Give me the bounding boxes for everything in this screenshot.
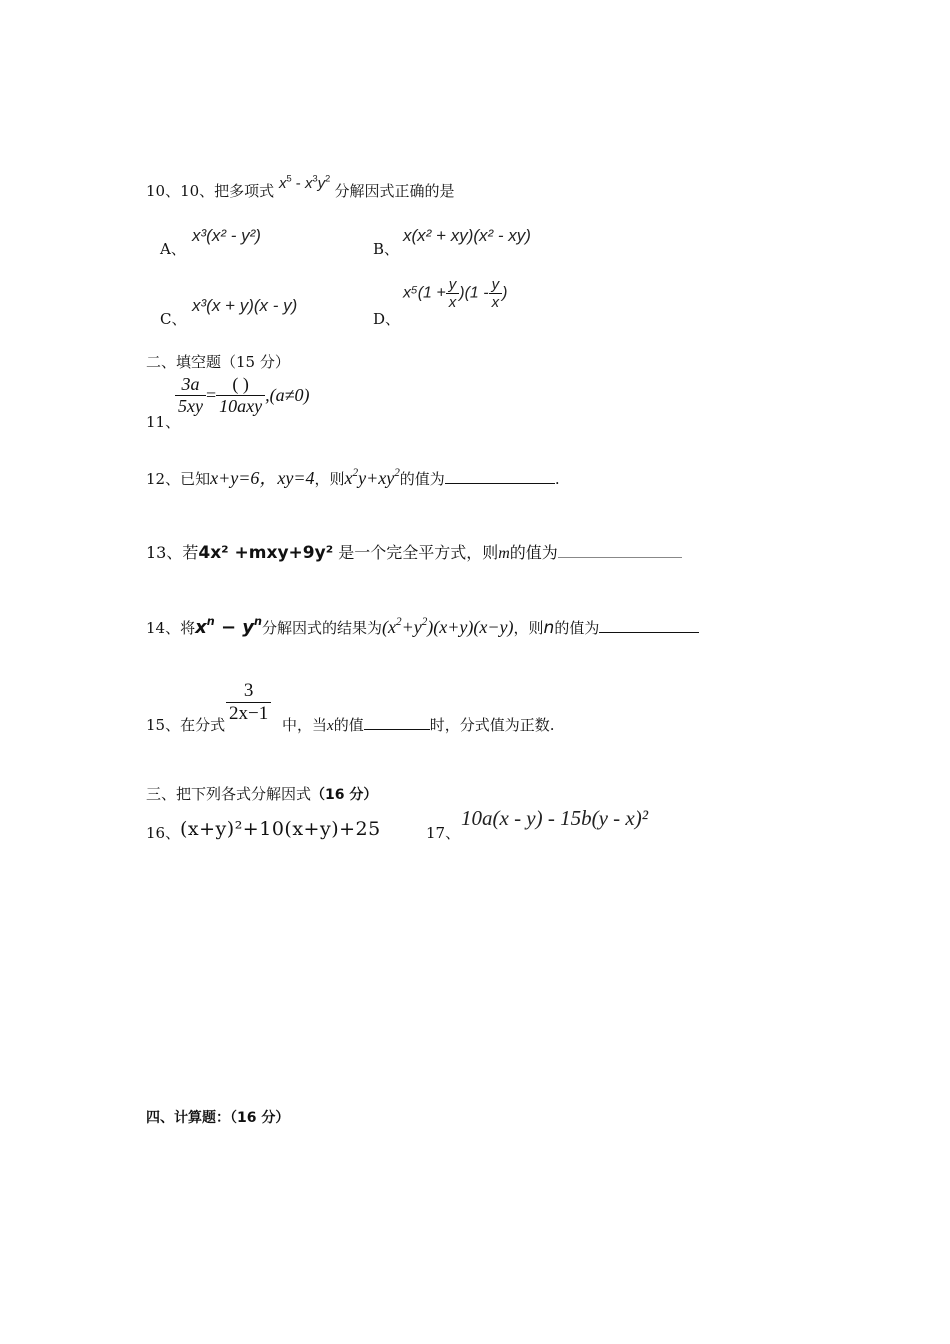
question-17-number: 17、 xyxy=(426,824,461,842)
answer-blank[interactable] xyxy=(558,543,682,558)
answer-blank[interactable] xyxy=(445,469,555,484)
question-16-expression: (x+y)²+10(x+y)+25 xyxy=(180,818,381,840)
question-10-prompt: 分解因式正确的是 xyxy=(334,182,455,200)
option-d-label: D、 xyxy=(373,310,401,328)
question-14: 14、将$x^n - y^n$分解因式的结果为$(x^2+y^2)(x+y)(x-y)$，则n的值为 xyxy=(146,617,699,638)
option-b-expression: x(x² + xy)(x² - xy) xyxy=(403,226,531,245)
section-2-heading: 二、填空题（15 分） xyxy=(146,353,290,371)
question-15-number: 15、在分式 xyxy=(146,716,226,734)
question-10-polynomial: $x^5 - x^3y^2$ xyxy=(278,173,331,192)
question-15-fraction: $\frac{3}{2x-1}$ xyxy=(226,680,271,725)
option-d-expression: x⁵(1 + $\frac{y}{x}$ )(1 - $\frac{y}{x}$ ) xyxy=(403,276,508,311)
question-10-number: 10、10、把多项式 xyxy=(146,182,275,200)
option-b-label: B、 xyxy=(373,240,400,258)
question-13: 13、若4x² +mxy+9y² 是一个完全平方式，则m的值为 xyxy=(146,540,682,563)
question-11-equation: $\frac{3a}{5xy}$ = $\frac{( )}{\text{10axy}}$ ,(a≠0) xyxy=(175,374,310,417)
question-10 xyxy=(146,173,455,201)
question-17-expression: 10a(x - y) - 15b(y - x)² xyxy=(461,806,649,830)
answer-blank[interactable] xyxy=(364,715,430,730)
section-4-heading: 四、计算题：（16 分） xyxy=(146,1110,290,1126)
option-c-expression: x³(x + y)(x - y) xyxy=(192,296,298,315)
answer-blank[interactable] xyxy=(599,618,699,633)
section-3-heading: 三、把下列各式分解因式（16 分） xyxy=(146,785,378,803)
question-15-text: 中，当x的值 时，分式值为正数. xyxy=(282,716,555,734)
question-11-number: 11、 xyxy=(146,413,181,431)
option-a-expression: x³(x² - y²) xyxy=(192,226,261,245)
option-c-label: C、 xyxy=(160,310,187,328)
question-12: 12、已知x+y=6，xy=4，则$x^2y+xy^2$的值为 . xyxy=(146,467,560,488)
option-a-label: A、 xyxy=(160,240,186,258)
question-16-number: 16、 xyxy=(146,824,181,842)
